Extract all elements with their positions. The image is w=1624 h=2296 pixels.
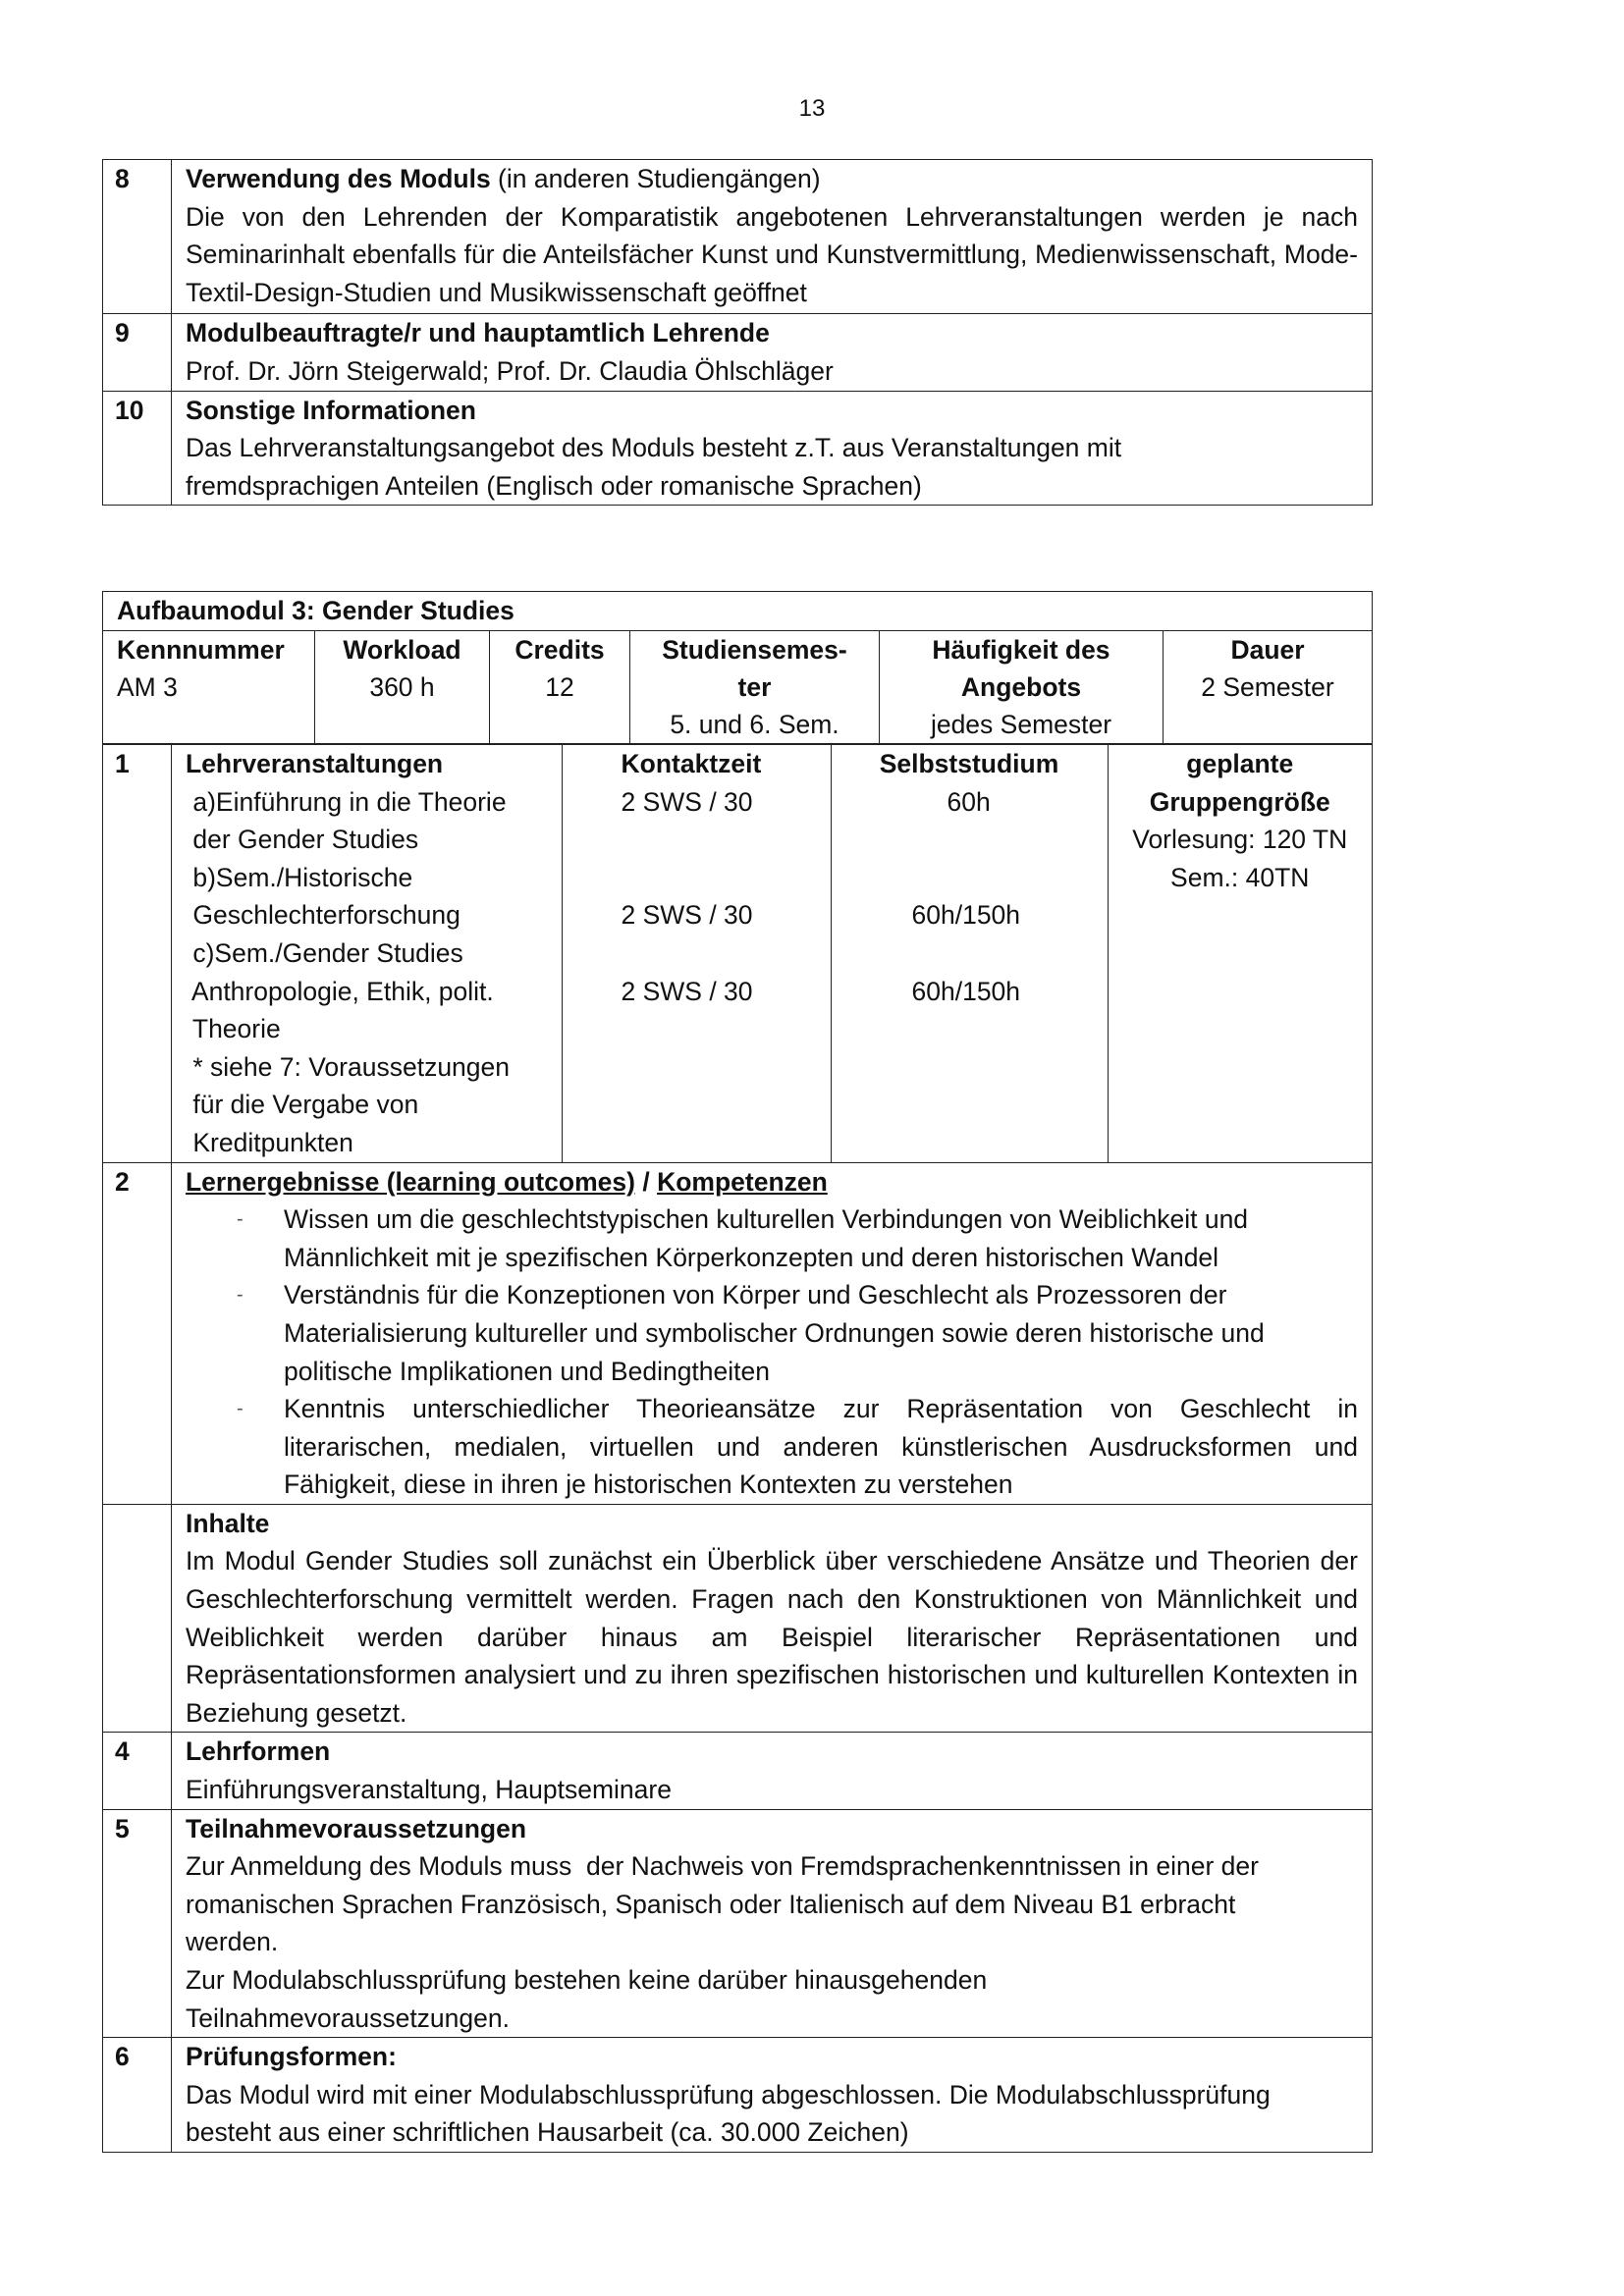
course-line: Anthropologie, Ethik, polit.	[186, 976, 494, 1006]
inhalte-text: Im Modul Gender Studies soll zunächst ein Überblick über verschiedene Ansätze und Theorien der Geschlechterforschung vermittelt werden. Fragen nach den Konstruktionen von Männlichkeit und Weiblichkeit werden darüber hinaus am Beispiel literarischer Repräsentationen und Repräsentationsformen analysiert und zu ihren spezifischen historischen und kulturellen Kontexten in Beziehung gesetzt.	[186, 1546, 1358, 1728]
row-number: 5	[103, 1809, 172, 2038]
selbststudium-value: 60h/150h	[911, 900, 1021, 931]
table-row	[103, 314, 1373, 391]
table-row	[103, 1504, 1373, 1733]
kontaktzeit-value: 2 SWS / 30	[621, 976, 753, 1006]
haeufigkeit-value: jedes Semester	[930, 709, 1112, 739]
lernergebnisse-list	[186, 1201, 1358, 1504]
selbststudium-value	[832, 859, 1108, 897]
haeufigkeit-header: Häufigkeit des	[932, 634, 1110, 665]
row-number: 8	[103, 160, 172, 314]
credits-value: 12	[545, 671, 574, 702]
selbststudium-value	[832, 934, 1108, 973]
selbststudium-value: 60h	[947, 786, 991, 817]
selbststudium-value: 60h/150h	[911, 976, 1021, 1006]
module-info-table-top	[102, 159, 1373, 506]
row-text-line: fremdsprachigen Anteilen (Englisch oder romanische Sprachen)	[186, 470, 922, 501]
row-text: Prof. Dr. Jörn Steigerwald; Prof. Dr. Claudia Öhlschläger	[186, 355, 834, 386]
row-number: 2	[103, 1162, 172, 1504]
row-number: 9	[103, 314, 172, 391]
list-item: - Kenntnis unterschiedlicher Theorieansätze zur Repräsentation von Geschlecht in literarischen, medialen, virtuellen und anderen künstlerischen Ausdrucksformen und Fähigkeit, diese in ihren je historischen Kontexten zu verstehen	[186, 1390, 1358, 1504]
course-line: Theorie	[186, 1014, 281, 1044]
selbststudium-value	[832, 821, 1108, 859]
lehrformen-heading: Lehrformen	[186, 1736, 331, 1767]
pruefung-line: besteht aus einer schriftlichen Hausarbeit (ca. 30.000 Zeichen)	[186, 2117, 909, 2148]
kontaktzeit-value	[622, 859, 831, 897]
kontaktzeit-value: 2 SWS / 30	[621, 900, 753, 931]
module-header-table	[102, 591, 1373, 744]
course-line: b)Sem./Historische	[186, 862, 413, 892]
gruppengroesse-value: Sem.: 40TN	[1170, 862, 1310, 892]
dauer-header: Dauer	[1230, 634, 1305, 665]
row-text: Die von den Lehrenden der Komparatistik angebotenen Lehrveranstaltungen werden je nach Seminarinhalt ebenfalls für die Anteilsfächer Kunst und Kunstvermittlung, Medienwissenschaft, Mode-Textil-Design-Studien und Musikwissenschaft geöffnet	[186, 201, 1358, 307]
kennnummer-header: Kennnummer	[117, 634, 285, 665]
course-line: c)Sem./Gender Studies	[186, 937, 463, 968]
studiensemester-header: Studiensemes-	[662, 634, 847, 665]
teilnahme-line: werden.	[186, 1927, 279, 1957]
workload-value: 360 h	[369, 671, 435, 702]
lernergebnisse-heading: Lernergebnisse (learning outcomes) / Kompetenzen	[186, 1166, 828, 1197]
row-number: 1	[103, 745, 172, 1163]
row-number	[103, 1504, 172, 1733]
teilnahme-heading: Teilnahmevoraussetzungen	[186, 1813, 527, 1843]
teilnahme-line: Teilnahmevoraussetzungen.	[186, 2002, 510, 2033]
table-row	[103, 1162, 1373, 1504]
table-row	[103, 745, 1373, 1163]
course-line: Kreditpunkten	[186, 1127, 353, 1157]
workload-header: Workload	[343, 634, 461, 665]
table-row	[103, 160, 1373, 314]
table-row	[103, 1733, 1373, 1809]
gruppengroesse-header: geplante	[1186, 749, 1294, 778]
teilnahme-line: romanischen Sprachen Französisch, Spanisch oder Italienisch auf dem Niveau B1 erbracht	[186, 1889, 1236, 1919]
row-heading: Modulbeauftragte/r und hauptamtlich Lehrende	[186, 318, 770, 348]
dauer-value: 2 Semester	[1201, 671, 1334, 702]
list-item: - Wissen um die geschlechtstypischen kulturellen Verbindungen von Weiblichkeit und Männlichkeit mit je spezifischen Körperkonzepten und deren historischen Wandel	[186, 1201, 1358, 1276]
kontaktzeit-header: Kontaktzeit	[621, 749, 762, 778]
kontaktzeit-value	[622, 821, 831, 859]
course-line: * siehe 7: Voraussetzungen	[186, 1051, 511, 1082]
kontaktzeit-value	[622, 934, 831, 973]
pruefung-line: Das Modul wird mit einer Modulabschlussprüfung abgeschlossen. Die Modulabschlussprüfung	[186, 2079, 1271, 2109]
gruppengroesse-header-cont: Gruppengröße	[1149, 786, 1330, 817]
row-heading: Sonstige Informationen	[186, 395, 476, 425]
inhalte-heading: Inhalte	[186, 1508, 270, 1538]
lehrveranstaltungen-table	[172, 745, 1372, 1162]
selbststudium-header: Selbststudium	[879, 749, 1059, 778]
lehrformen-text: Einführungsveranstaltung, Hauptseminare	[186, 1775, 672, 1805]
credits-header: Credits	[514, 634, 605, 665]
page-number: 13	[798, 95, 826, 122]
studiensemester-value: 5. und 6. Sem.	[670, 709, 839, 739]
row-number: 10	[103, 391, 172, 506]
course-line: a)Einführung in die Theorie	[186, 786, 507, 817]
gruppengroesse-value: Vorlesung: 120 TN	[1132, 825, 1348, 855]
table-row	[103, 391, 1373, 506]
module-body-table	[102, 744, 1373, 2153]
kontaktzeit-value: 2 SWS / 30	[621, 786, 753, 817]
course-line: der Gender Studies	[186, 825, 419, 855]
module-title: Aufbaumodul 3: Gender Studies	[103, 592, 1373, 631]
lehrveranstaltungen-heading: Lehrveranstaltungen	[186, 749, 444, 778]
table-row	[103, 1809, 1373, 2038]
studiensemester-header-cont: ter	[737, 671, 772, 702]
row-heading: Verwendung des Moduls (in anderen Studiengängen)	[186, 164, 821, 193]
kennnummer-value: AM 3	[117, 671, 178, 702]
course-line: für die Vergabe von	[186, 1090, 419, 1120]
row-text-line: Das Lehrveranstaltungsangebot des Moduls besteht z.T. aus Veranstaltungen mit	[186, 433, 1122, 463]
row-number: 4	[103, 1733, 172, 1809]
pruefung-heading: Prüfungsformen:	[186, 2042, 397, 2072]
row-number: 6	[103, 2038, 172, 2153]
teilnahme-line: Zur Modulabschlussprüfung bestehen keine darüber hinausgehenden	[186, 1965, 988, 1995]
table-row	[103, 2038, 1373, 2153]
course-line: Geschlechterforschung	[186, 900, 460, 931]
haeufigkeit-header-cont: Angebots	[960, 671, 1082, 702]
list-item: - Verständnis für die Konzeptionen von Körper und Geschlecht als Prozessoren der Materialisierung kultureller und symbolischer Ordnungen sowie deren historische und politische Implikationen und Bedingtheiten	[186, 1276, 1358, 1390]
teilnahme-line: Zur Anmeldung des Moduls muss der Nachweis von Fremdsprachenkenntnissen in einer der	[186, 1851, 1259, 1882]
